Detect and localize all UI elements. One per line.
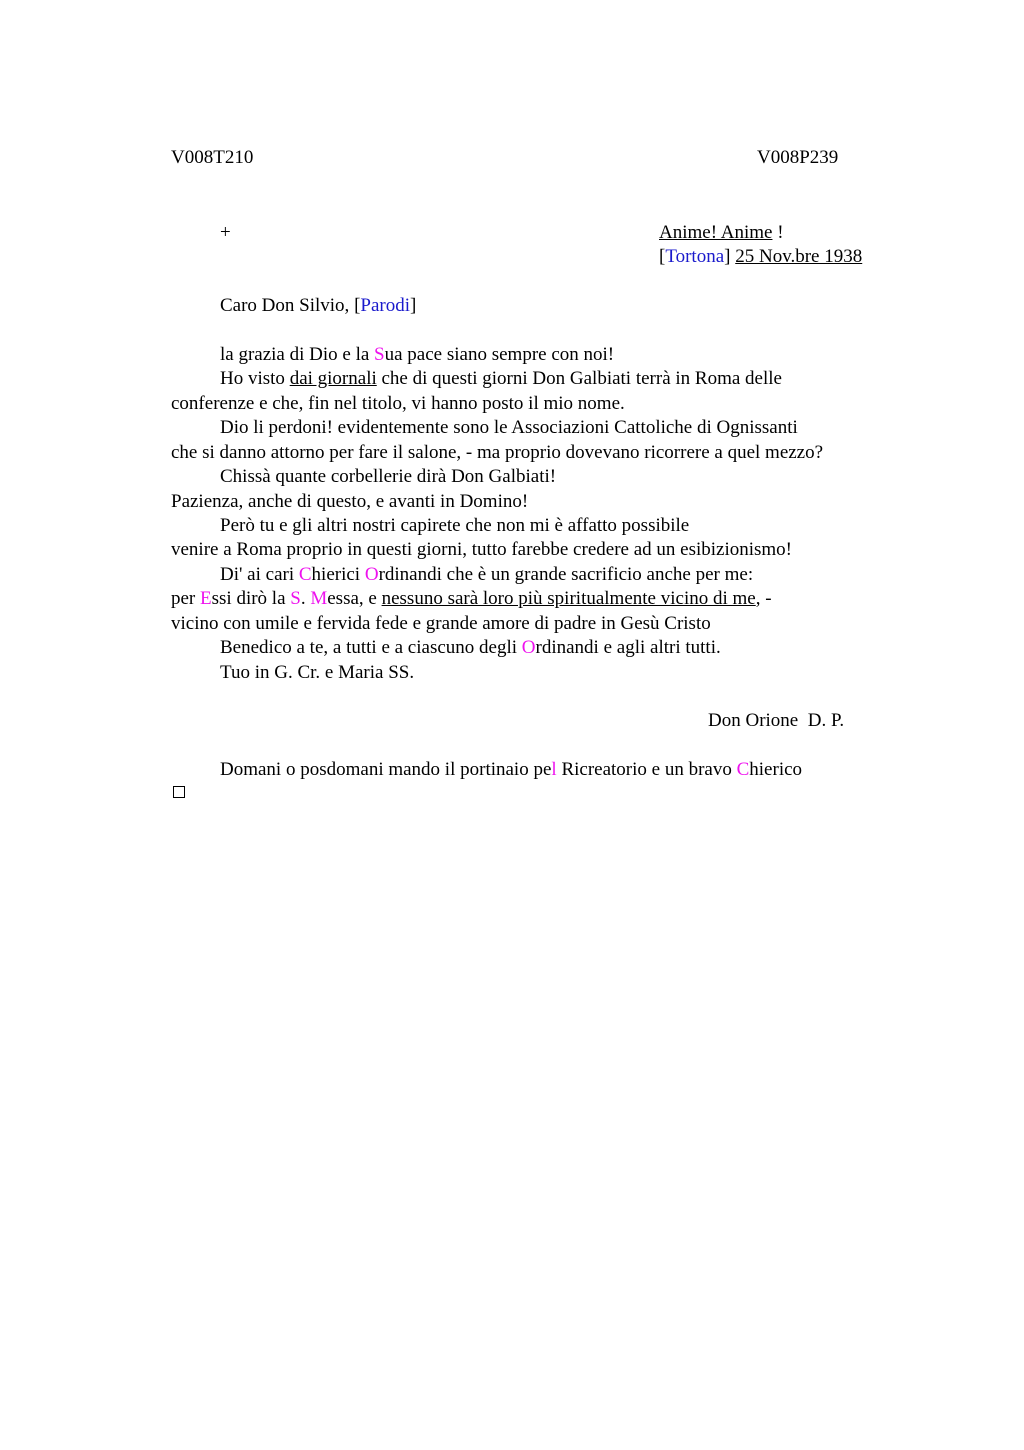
closing-line: Tuo in G. Cr. e Maria SS. bbox=[220, 662, 415, 683]
body-line: Però tu e gli altri nostri capirete che non mi è affatto possibile bbox=[220, 515, 690, 536]
cross-mark: + bbox=[220, 222, 231, 243]
motto-text: Anime! Anime bbox=[659, 222, 773, 243]
body-line: per Essi dirò la S. Messa, e nessuno sarà loro più spiritualmente vicino di me, - bbox=[171, 588, 772, 609]
body-line: vicino con umile e fervida fede e grande amore di padre in Gesù Cristo bbox=[171, 613, 711, 634]
document-code-right: V008P239 bbox=[757, 147, 839, 168]
place: Tortona bbox=[665, 246, 725, 267]
salutation-name: Parodi bbox=[360, 295, 410, 316]
body-line: che si danno attorno per fare il salone, - ma proprio dovevano ricorrere a quel mezzo? bbox=[171, 442, 824, 463]
body-line: venire a Roma proprio in questi giorni, tutto farebbe credere ad un esibizionismo! bbox=[171, 539, 793, 560]
body-line: Pazienza, anche di questo, e avanti in Domino! bbox=[171, 491, 529, 512]
motto-end: ! bbox=[772, 222, 784, 243]
body-line: Di' ai cari Chierici Ordinandi che è un grande sacrificio anche per me: bbox=[220, 564, 754, 585]
body-line: Dio li perdoni! evidentemente sono le Associazioni Cattoliche di Ognissanti bbox=[220, 417, 798, 438]
signature: Don Orione D. P. bbox=[708, 710, 845, 731]
document-code-left: V008T210 bbox=[171, 147, 254, 168]
body-line: Chissà quante corbellerie dirà Don Galbiati! bbox=[220, 466, 557, 487]
body-line: Ho visto dai giornali che di questi giorni Don Galbiati terrà in Roma delle bbox=[220, 368, 782, 389]
body-line: la grazia di Dio e la Sua pace siano sempre con noi! bbox=[220, 344, 615, 365]
missing-glyph-box bbox=[173, 786, 185, 798]
body-line: Benedico a te, a tutti e a ciascuno degli Ordinandi e agli altri tutti. bbox=[220, 637, 721, 658]
motto bbox=[659, 221, 784, 245]
date: 25 Nov.bre 1938 bbox=[735, 246, 863, 267]
body-line: conferenze e che, fin nel titolo, vi hanno posto il mio nome. bbox=[171, 393, 625, 414]
postscript: Domani o posdomani mando il portinaio pel Ricreatorio e un bravo Chierico bbox=[220, 759, 803, 780]
salutation: Caro Don Silvio, [Parodi] bbox=[220, 295, 417, 316]
place-date: [Tortona] 25 Nov.bre 1938 bbox=[659, 246, 863, 267]
